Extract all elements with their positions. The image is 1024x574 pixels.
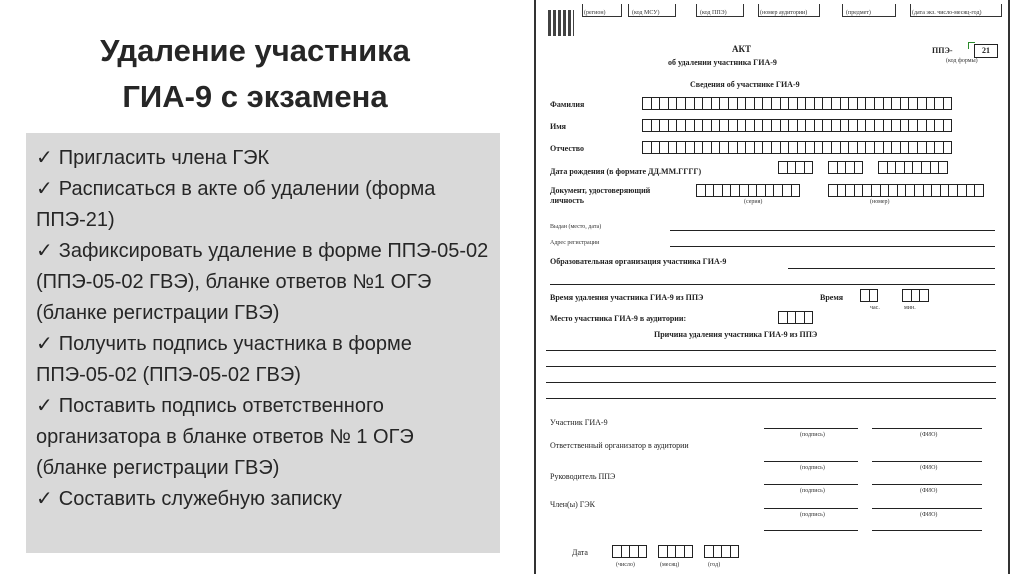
reason-line-1 <box>546 350 996 351</box>
act-title: АКТ <box>732 44 752 54</box>
time-hours-cells <box>860 289 877 302</box>
date-day-cells <box>612 545 646 558</box>
form-cell <box>791 184 801 197</box>
address-line <box>670 246 995 247</box>
signer-head: Руководитель ППЭ <box>550 472 616 481</box>
bullet-item <box>36 236 490 329</box>
fio-line-1 <box>872 428 982 429</box>
bullet-text: Составить служебную записку <box>58 488 342 510</box>
check-icon: ✓ <box>36 240 53 262</box>
label-removal-time: Время удаления участника ГИА-9 из ППЭ <box>550 293 704 302</box>
header-caption-subject: (предмет) <box>846 10 871 16</box>
bullet-item <box>36 391 490 484</box>
label-birthdate: Дата рождения (в формате ДД.ММ.ГГГГ) <box>550 167 702 176</box>
signer-organizer: Ответственный организатор в аудитории <box>550 441 689 450</box>
header-caption-msu: (код МСУ) <box>632 10 660 16</box>
bullet-item <box>36 143 490 174</box>
qr-code-icon <box>548 10 574 36</box>
form-cell <box>943 141 953 154</box>
sign-line-2 <box>764 461 858 462</box>
check-icon: ✓ <box>36 147 53 169</box>
label-address: Адрес регистрации <box>550 240 600 246</box>
fio-line-3 <box>872 484 982 485</box>
form-cell <box>943 119 953 132</box>
sign-caption-4: (подпись) <box>800 512 825 518</box>
bullet-list <box>26 133 500 553</box>
check-icon: ✓ <box>36 178 53 200</box>
bullet-item <box>36 329 490 391</box>
sign-line-5 <box>764 530 858 531</box>
slide-title-line-1: Удаление участника <box>100 33 410 68</box>
section-title: Сведения об участнике ГИА-9 <box>690 80 800 89</box>
fio-line-4 <box>872 508 982 509</box>
label-date: Дата <box>572 548 588 557</box>
fio-caption-4: (ФИО) <box>920 512 938 518</box>
caption-month: (месяц) <box>660 562 680 568</box>
form-cell <box>938 161 948 174</box>
sign-line-4 <box>764 508 858 509</box>
date-month-cells <box>658 545 692 558</box>
fio-caption-1: (ФИО) <box>920 432 938 438</box>
form-cell <box>974 184 984 197</box>
header-caption-room: (номер аудитории) <box>760 10 808 16</box>
header-caption-ppe: (код ППЭ) <box>700 10 727 16</box>
form-cell <box>804 161 814 174</box>
form-border-right <box>1008 0 1010 574</box>
bullet-text: Расписаться в акте об удалении (форма ППЭ-21) <box>36 178 436 231</box>
birth-year-cells <box>878 161 947 174</box>
date-year-cells <box>704 545 738 558</box>
fio-caption-3: (ФИО) <box>920 488 938 494</box>
bullet-item <box>36 174 490 236</box>
form-cell <box>684 545 694 558</box>
form-border-left <box>534 0 536 574</box>
birth-month-cells <box>828 161 862 174</box>
bullet-text: Поставить подпись ответственного организатора в бланке ответов № 1 ОГЭ (бланке регистрации ГВЭ) <box>36 395 414 479</box>
caption-year: (год) <box>708 562 721 568</box>
label-document: Документ, удостоверяющий личность <box>550 186 651 205</box>
form-cell <box>638 545 648 558</box>
bullet-item <box>36 484 490 515</box>
label-issued: Выдан (место, дата) <box>550 224 602 230</box>
bullet-text: Получить подпись участника в форме ППЭ-05-02 (ППЭ-05-02 ГВЭ) <box>36 333 412 386</box>
sign-caption-2: (подпись) <box>800 465 825 471</box>
fio-line-5 <box>872 530 982 531</box>
ppe-label: ППЭ- <box>932 46 953 55</box>
ppe-number-box: 21 <box>974 44 998 58</box>
org-line <box>788 268 995 269</box>
form-cell <box>854 161 864 174</box>
org-line-2 <box>550 284 995 285</box>
header-caption-region: (регион) <box>584 10 606 16</box>
form-cell <box>804 311 814 324</box>
caption-minutes: мин. <box>904 305 916 311</box>
sign-line-3 <box>764 484 858 485</box>
label-time: Время <box>820 293 844 302</box>
label-reason: Причина удаления участника ГИА-9 из ППЭ <box>654 330 818 339</box>
surname-cells <box>642 97 951 110</box>
caption-series: (серия) <box>744 199 763 205</box>
birth-day-cells <box>778 161 812 174</box>
issued-line <box>670 230 995 231</box>
slide-title <box>40 28 470 120</box>
label-seat: Место участника ГИА-9 в аудитории: <box>550 314 687 323</box>
bullet-text: Пригласить члена ГЭК <box>58 147 270 169</box>
sign-caption-3: (подпись) <box>800 488 825 494</box>
label-surname: Фамилия <box>550 100 585 109</box>
reason-line-3 <box>546 382 996 383</box>
time-minutes-cells <box>902 289 928 302</box>
signer-participant: Участник ГИА-9 <box>550 418 608 427</box>
seat-cells <box>778 311 812 324</box>
act-subtitle: об удалении участника ГИА-9 <box>668 58 777 67</box>
caption-number: (номер) <box>870 199 890 205</box>
sign-caption-1: (подпись) <box>800 432 825 438</box>
label-org: Образовательная организация участника ГИА-9 <box>550 257 727 266</box>
form-cell <box>943 97 953 110</box>
form-ppe-21-image <box>520 0 1017 574</box>
caption-hours: час. <box>870 305 880 311</box>
signer-gek: Член(ы) ГЭК <box>550 500 595 509</box>
bullet-text: Зафиксировать удаление в форме ППЭ-05-02 (ППЭ-05-02 ГВЭ), бланке ответов №1 ОГЭ (бланке регистрации ГВЭ) <box>36 240 489 324</box>
form-cell <box>869 289 879 302</box>
sign-line-1 <box>764 428 858 429</box>
doc-series-cells <box>696 184 799 197</box>
reason-line-4 <box>546 398 996 399</box>
label-name: Имя <box>550 122 566 131</box>
form-cell <box>919 289 929 302</box>
slide-title-line-2: ГИА-9 с экзамена <box>122 79 388 114</box>
check-icon: ✓ <box>36 395 53 417</box>
header-caption-date: (дата экз. число-месяц-год) <box>912 10 982 16</box>
check-icon: ✓ <box>36 333 53 355</box>
form-cell <box>730 545 740 558</box>
fio-line-2 <box>872 461 982 462</box>
doc-number-cells <box>828 184 983 197</box>
fio-caption-2: (ФИО) <box>920 465 938 471</box>
patronymic-cells <box>642 141 951 154</box>
caption-day: (число) <box>616 562 635 568</box>
name-cells <box>642 119 951 132</box>
ppe-caption: (код формы) <box>946 58 978 64</box>
check-icon: ✓ <box>36 488 53 510</box>
label-patronymic: Отчество <box>550 144 585 153</box>
reason-line-2 <box>546 366 996 367</box>
